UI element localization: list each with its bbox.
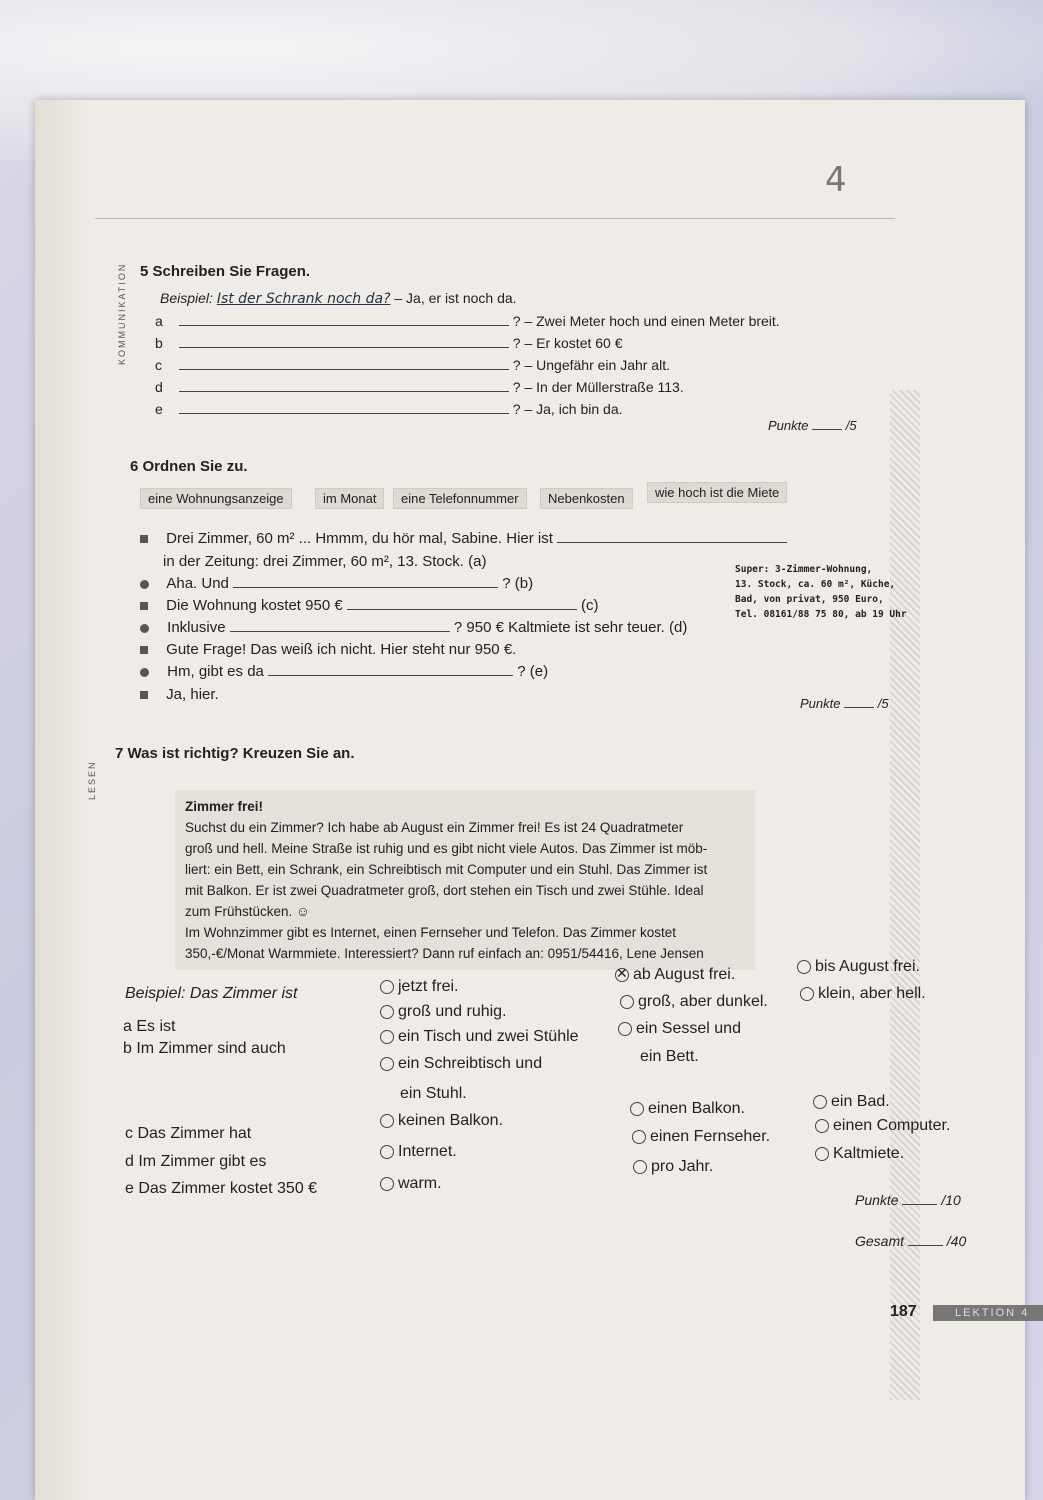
chip-telefonnummer[interactable]: eine Telefonnummer bbox=[393, 488, 527, 509]
ex5-example-label: Beispiel: bbox=[160, 290, 213, 306]
ex7-item-d-label: d Im Zimmer gibt es bbox=[125, 1153, 267, 1170]
square-bullet-icon bbox=[140, 646, 148, 654]
ex7-example-label: Beispiel: Das Zimmer ist bbox=[125, 985, 298, 1002]
ex5-points: Punkte /5 bbox=[768, 418, 857, 433]
answer-blank[interactable] bbox=[179, 391, 509, 392]
option-jetzt-frei[interactable]: jetzt frei. bbox=[380, 978, 458, 996]
radio-icon[interactable] bbox=[380, 1145, 394, 1159]
side-label-lesen: LESEN bbox=[87, 760, 97, 800]
answer-blank[interactable] bbox=[179, 325, 509, 326]
chip-wohnungsanzeige[interactable]: eine Wohnungsanzeige bbox=[140, 488, 292, 509]
reading-text-box: Zimmer frei! Suchst du ein Zimmer? Ich habe ab August ein Zimmer frei! Es ist 24 Quadratmeter groß und hell. Meine Straße ist ruhig und es gibt nicht viele Autos. Das Zimmer ist möb- liert: ein Bett, ein Schrank, ein Schreibtisch mit Computer und ein Stuhl. Das Zimmer ist mit Balkon. Er ist zwei Quadratmeter groß, dort stehen ein Tisch und zwei Stühle. Ideal zum Frühstücken. ☺ Im Wohnzimmer gibt es Internet, einen Fernseher und Telefon. Das Zimmer kostet 350,-€/Monat Warmmiete. Interessiert? Dann ruf einfach an: 0951/54416, Lene Jensen bbox=[175, 790, 755, 970]
page-binding-edge bbox=[35, 100, 95, 1500]
chip-nebenkosten[interactable]: Nebenkosten bbox=[540, 488, 633, 509]
worksheet-page bbox=[35, 100, 1030, 1500]
option-internet[interactable]: Internet. bbox=[380, 1143, 457, 1161]
ex5-example-answer: Ist der Schrank noch da? bbox=[216, 291, 391, 307]
option-keinen-balkon[interactable]: keinen Balkon. bbox=[380, 1112, 503, 1130]
total-points: Gesamt /40 bbox=[855, 1233, 967, 1249]
chip-miete[interactable]: wie hoch ist die Miete bbox=[647, 482, 787, 503]
ex6-line-5: Inklusive ? 950 € Kaltmiete ist sehr teuer. (d) bbox=[140, 619, 687, 636]
option-einen-balkon[interactable]: einen Balkon. bbox=[630, 1100, 745, 1118]
option-ab-august[interactable]: ✕ab August frei. bbox=[615, 966, 735, 984]
square-bullet-icon bbox=[140, 691, 148, 699]
ex6-line-2: in der Zeitung: drei Zimmer, 60 m², 13. Stock. (a) bbox=[163, 553, 487, 570]
total-blank[interactable] bbox=[908, 1245, 943, 1246]
radio-icon[interactable] bbox=[633, 1160, 647, 1174]
points-blank[interactable] bbox=[844, 707, 874, 708]
side-label-kommunikation: KOMMUNIKATION bbox=[117, 262, 127, 365]
ex5-item-b: b ? – Er kostet 60 € bbox=[155, 335, 623, 351]
answer-blank[interactable] bbox=[233, 587, 498, 588]
option-gross-ruhig[interactable]: groß und ruhig. bbox=[380, 1003, 507, 1021]
answer-blank[interactable] bbox=[557, 542, 787, 543]
reading-text-title: Zimmer frei! bbox=[185, 799, 264, 814]
option-warm[interactable]: warm. bbox=[380, 1175, 442, 1193]
ex5-example-reply: – Ja, er ist noch da. bbox=[394, 290, 517, 306]
ex7-item-e-label: e Das Zimmer kostet 350 € bbox=[125, 1180, 318, 1197]
option-sessel-bett-cont: ein Bett. bbox=[640, 1048, 699, 1065]
ex6-line-4: Die Wohnung kostet 950 € (c) bbox=[140, 597, 599, 614]
apartment-ad: Super: 3-Zimmer-Wohnung, 13. Stock, ca. 60 m², Küche, Bad, von privat, 950 Euro, Tel. 08161/88 75 80, ab 19 Uhr bbox=[735, 564, 907, 620]
ex5-item-e: e ? – Ja, ich bin da. bbox=[155, 401, 623, 417]
answer-blank[interactable] bbox=[230, 631, 450, 632]
ex5-item-d: d ? – In der Müllerstraße 113. bbox=[155, 379, 684, 395]
ex7-item-b-label: b Im Zimmer sind auch bbox=[123, 1040, 286, 1057]
ex7-points: Punkte /10 bbox=[855, 1192, 961, 1208]
ex6-line-8: Ja, hier. bbox=[140, 686, 219, 703]
option-kaltmiete[interactable]: Kaltmiete. bbox=[815, 1145, 904, 1163]
ex7-title: 7 Was ist richtig? Kreuzen Sie an. bbox=[115, 745, 355, 762]
header-rule bbox=[95, 218, 895, 219]
option-schreibtisch-stuhl-cont: ein Stuhl. bbox=[400, 1085, 467, 1102]
chip-im-monat[interactable]: im Monat bbox=[315, 488, 384, 509]
answer-blank[interactable] bbox=[179, 413, 509, 414]
option-sessel-bett[interactable]: ein Sessel und bbox=[618, 1020, 741, 1038]
option-pro-jahr[interactable]: pro Jahr. bbox=[633, 1158, 713, 1176]
ex7-item-c-label: c Das Zimmer hat bbox=[125, 1125, 252, 1142]
ex5-item-c: c ? – Ungefähr ein Jahr alt. bbox=[155, 357, 670, 373]
ex6-line-7: Hm, gibt es da ? (e) bbox=[140, 663, 548, 680]
points-blank[interactable] bbox=[812, 429, 842, 430]
circle-bullet-icon bbox=[140, 580, 149, 589]
answer-blank[interactable] bbox=[268, 675, 513, 676]
ex6-line-3: Aha. Und ? (b) bbox=[140, 575, 533, 592]
radio-icon[interactable] bbox=[800, 987, 814, 1001]
page-number: 187 bbox=[890, 1303, 917, 1320]
square-bullet-icon bbox=[140, 535, 148, 543]
radio-icon[interactable] bbox=[797, 960, 811, 974]
radio-icon[interactable] bbox=[380, 1005, 394, 1019]
circle-bullet-icon bbox=[140, 624, 149, 633]
radio-icon[interactable] bbox=[815, 1147, 829, 1161]
option-fernseher[interactable]: einen Fernseher. bbox=[632, 1128, 770, 1146]
option-tisch-stuehle[interactable]: ein Tisch und zwei Stühle bbox=[380, 1028, 579, 1046]
radio-icon[interactable] bbox=[380, 1057, 394, 1071]
radio-icon[interactable] bbox=[618, 1022, 632, 1036]
lektion-label: LEKTION 4 bbox=[933, 1305, 1043, 1321]
radio-icon[interactable] bbox=[380, 1177, 394, 1191]
circle-bullet-icon bbox=[140, 668, 149, 677]
points-blank[interactable] bbox=[902, 1204, 937, 1205]
radio-icon[interactable] bbox=[380, 1114, 394, 1128]
option-bis-august[interactable]: bis August frei. bbox=[797, 958, 920, 976]
radio-icon[interactable] bbox=[380, 1030, 394, 1044]
radio-icon[interactable] bbox=[815, 1119, 829, 1133]
option-schreibtisch-stuhl[interactable]: ein Schreibtisch und bbox=[380, 1055, 542, 1073]
answer-blank[interactable] bbox=[179, 369, 509, 370]
ex5-title: 5 Schreiben Sie Fragen. bbox=[140, 263, 311, 280]
radio-icon[interactable] bbox=[813, 1095, 827, 1109]
answer-blank[interactable] bbox=[179, 347, 509, 348]
ex6-points: Punkte /5 bbox=[800, 696, 889, 711]
ex7-item-a-label: a Es ist bbox=[123, 1018, 176, 1035]
square-bullet-icon bbox=[140, 602, 148, 610]
radio-icon[interactable] bbox=[620, 995, 634, 1009]
ex5-item-a: a ? – Zwei Meter hoch und einen Meter breit. bbox=[155, 313, 780, 329]
option-gross-dunkel[interactable]: groß, aber dunkel. bbox=[620, 993, 768, 1011]
radio-icon[interactable] bbox=[380, 980, 394, 994]
ex6-title: 6 Ordnen Sie zu. bbox=[130, 458, 248, 475]
lesson-number: 4 bbox=[825, 160, 847, 200]
ex6-line-1: Drei Zimmer, 60 m² ... Hmmm, du hör mal, Sabine. Hier ist bbox=[140, 530, 787, 547]
option-computer[interactable]: einen Computer. bbox=[815, 1117, 950, 1135]
option-klein-hell[interactable]: klein, aber hell. bbox=[800, 985, 926, 1003]
ex5-example bbox=[160, 290, 517, 307]
checked-radio-icon[interactable] bbox=[615, 968, 629, 982]
radio-icon[interactable] bbox=[632, 1130, 646, 1144]
option-ein-bad[interactable]: ein Bad. bbox=[813, 1093, 890, 1111]
radio-icon[interactable] bbox=[630, 1102, 644, 1116]
ex6-line-6: Gute Frage! Das weiß ich nicht. Hier steht nur 950 €. bbox=[140, 641, 516, 658]
answer-blank[interactable] bbox=[347, 609, 577, 610]
